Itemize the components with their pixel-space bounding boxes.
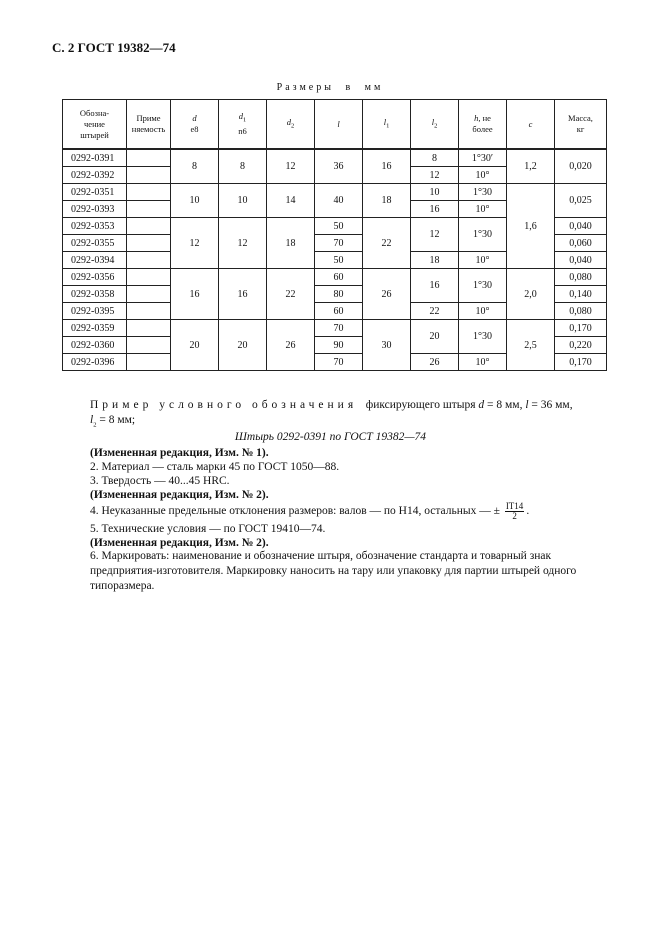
mass-cell: 0,060 xyxy=(555,235,607,252)
l2-cell: 12 xyxy=(411,218,459,252)
application-cell xyxy=(127,184,171,201)
d2-cell: 14 xyxy=(267,184,315,218)
l-cell: 36 xyxy=(315,149,363,184)
d1-cell: 16 xyxy=(219,269,267,320)
mass-cell: 0,025 xyxy=(555,184,607,218)
h-cell: 10° xyxy=(459,354,507,371)
table-row xyxy=(63,149,607,167)
application-cell xyxy=(127,303,171,320)
table-header-row xyxy=(63,100,607,150)
l2-cell: 16 xyxy=(411,201,459,218)
mass-cell: 0,080 xyxy=(555,269,607,286)
header-l1: $l_1$ xyxy=(363,100,411,150)
header-h: h, не более xyxy=(459,100,507,150)
application-cell xyxy=(127,286,171,303)
designation-cell: 0292-0395 xyxy=(63,303,127,320)
c-cell: 2,5 xyxy=(507,320,555,371)
l-cell: 60 xyxy=(315,269,363,286)
designation-cell: 0292-0396 xyxy=(63,354,127,371)
application-cell xyxy=(127,167,171,184)
c-cell: 2,0 xyxy=(507,269,555,320)
h-cell: 10° xyxy=(459,201,507,218)
l-cell: 40 xyxy=(315,184,363,218)
application-cell xyxy=(127,320,171,337)
application-cell xyxy=(127,149,171,167)
designation-cell: 0292-0391 xyxy=(63,149,127,167)
h-cell: 1°30 xyxy=(459,320,507,354)
d-cell: 8 xyxy=(171,149,219,184)
l1-cell: 18 xyxy=(363,184,411,218)
h-cell: 10° xyxy=(459,303,507,320)
table-row xyxy=(63,320,607,337)
table-row xyxy=(63,184,607,201)
table-row xyxy=(63,269,607,286)
l2-cell: 16 xyxy=(411,269,459,303)
application-cell xyxy=(127,269,171,286)
revision-note-2: (Измененная редакция, Изм. № 2). xyxy=(90,489,269,501)
note-material: 2. Материал — сталь марки 45 по ГОСТ 1050—88. xyxy=(90,461,340,473)
mass-cell: 0,220 xyxy=(555,337,607,354)
example-line-2: $l_2 = 8$ мм; xyxy=(90,414,136,429)
designation-cell: 0292-0359 xyxy=(63,320,127,337)
designation-cell: 0292-0394 xyxy=(63,252,127,269)
header-d2: $d_2$ xyxy=(267,100,315,150)
mass-cell: 0,170 xyxy=(555,320,607,337)
header-mass: Масса, кг xyxy=(555,100,607,150)
d1-cell: 10 xyxy=(219,184,267,218)
l-cell: 50 xyxy=(315,252,363,269)
l2-cell: 10 xyxy=(411,184,459,201)
h-cell: 1°30 xyxy=(459,269,507,303)
d2-cell: 26 xyxy=(267,320,315,371)
mass-cell: 0,080 xyxy=(555,303,607,320)
application-cell xyxy=(127,218,171,235)
mass-cell: 0,170 xyxy=(555,354,607,371)
mass-cell: 0,040 xyxy=(555,252,607,269)
d1-cell: 12 xyxy=(219,218,267,269)
mass-cell: 0,040 xyxy=(555,218,607,235)
note-hardness: 3. Твердость — 40...45 HRC. xyxy=(90,475,230,487)
revision-note-1: (Измененная редакция, Изм. № 1). xyxy=(90,447,269,459)
designation-cell: 0292-0358 xyxy=(63,286,127,303)
d-cell: 16 xyxy=(171,269,219,320)
application-cell xyxy=(127,354,171,371)
l1-cell: 30 xyxy=(363,320,411,371)
d2-cell: 18 xyxy=(267,218,315,269)
l2-cell: 22 xyxy=(411,303,459,320)
d2-cell: 12 xyxy=(267,149,315,184)
designation-cell: 0292-0351 xyxy=(63,184,127,201)
application-cell xyxy=(127,252,171,269)
l-cell: 70 xyxy=(315,235,363,252)
l2-cell: 20 xyxy=(411,320,459,354)
h-cell: 1°30 xyxy=(459,184,507,201)
l-cell: 80 xyxy=(315,286,363,303)
designation-cell: 0292-0393 xyxy=(63,201,127,218)
l-cell: 50 xyxy=(315,218,363,235)
d2-cell: 22 xyxy=(267,269,315,320)
h-cell: 1°30′ xyxy=(459,149,507,167)
application-cell xyxy=(127,235,171,252)
d1-cell: 8 xyxy=(219,149,267,184)
h-cell: 10° xyxy=(459,167,507,184)
application-cell xyxy=(127,337,171,354)
designation-cell: 0292-0360 xyxy=(63,337,127,354)
l2-cell: 18 xyxy=(411,252,459,269)
application-cell xyxy=(127,201,171,218)
header-l2: $l_2$ xyxy=(411,100,459,150)
designation-cell: 0292-0356 xyxy=(63,269,127,286)
l2-cell: 12 xyxy=(411,167,459,184)
l-cell: 90 xyxy=(315,337,363,354)
d-cell: 20 xyxy=(171,320,219,371)
d-cell: 12 xyxy=(171,218,219,269)
header-d1: $d_1$ n6 xyxy=(219,100,267,150)
example-label: Пример условного обозначения xyxy=(90,399,358,411)
h-cell: 10° xyxy=(459,252,507,269)
revision-note-3: (Измененная редакция, Изм. № 2). xyxy=(90,537,269,549)
l2-cell: 8 xyxy=(411,149,459,167)
example-designation: Штырь 0292-0391 по ГОСТ 19382—74 xyxy=(234,431,427,443)
designation-cell: 0292-0392 xyxy=(63,167,127,184)
page-header: С. 2 ГОСТ 19382—74 xyxy=(52,40,176,55)
header-c: c xyxy=(507,100,555,150)
designation-cell: 0292-0353 xyxy=(63,218,127,235)
l1-cell: 22 xyxy=(363,218,411,269)
designation-cell: 0292-0355 xyxy=(63,235,127,252)
l-cell: 70 xyxy=(315,354,363,371)
d1-cell: 20 xyxy=(219,320,267,371)
example-line-1: Пример условного обозначения фиксирующего штыря d = 8 мм, l = 36 мм, xyxy=(90,399,573,411)
l-cell: 70 xyxy=(315,320,363,337)
header-l: l xyxy=(315,100,363,150)
h-cell: 1°30 xyxy=(459,218,507,252)
l1-cell: 26 xyxy=(363,269,411,320)
note-marking: 6. Маркировать: наименование и обозначение штыря, обозначение стандарта и товарный знак предприятия-изготовителя. Маркировку наносить на тару или упаковку для партии штырей одного типоразмера. xyxy=(90,550,577,592)
note-tolerances: 4. Неуказанные предельные отклонения размеров: валов — по Н14, остальных — ± $\frac{IT14}{2}$ . xyxy=(90,501,530,521)
mass-cell: 0,140 xyxy=(555,286,607,303)
l2-cell: 26 xyxy=(411,354,459,371)
header-application: Приме няемость xyxy=(127,100,171,150)
header-d: d e8 xyxy=(171,100,219,150)
l-cell: 60 xyxy=(315,303,363,320)
c-cell: 1,6 xyxy=(507,184,555,269)
table-caption: Размеры в мм xyxy=(276,82,384,93)
l1-cell: 16 xyxy=(363,149,411,184)
header-designation: Обозна- чение штырей xyxy=(63,100,127,150)
d-cell: 10 xyxy=(171,184,219,218)
mass-cell: 0,020 xyxy=(555,149,607,184)
c-cell: 1,2 xyxy=(507,149,555,184)
note-specifications: 5. Технические условия — по ГОСТ 19410—74. xyxy=(90,523,326,535)
dimensions-table xyxy=(62,99,607,371)
tolerance-fraction: $\frac{IT14}{2}$ xyxy=(505,501,524,521)
